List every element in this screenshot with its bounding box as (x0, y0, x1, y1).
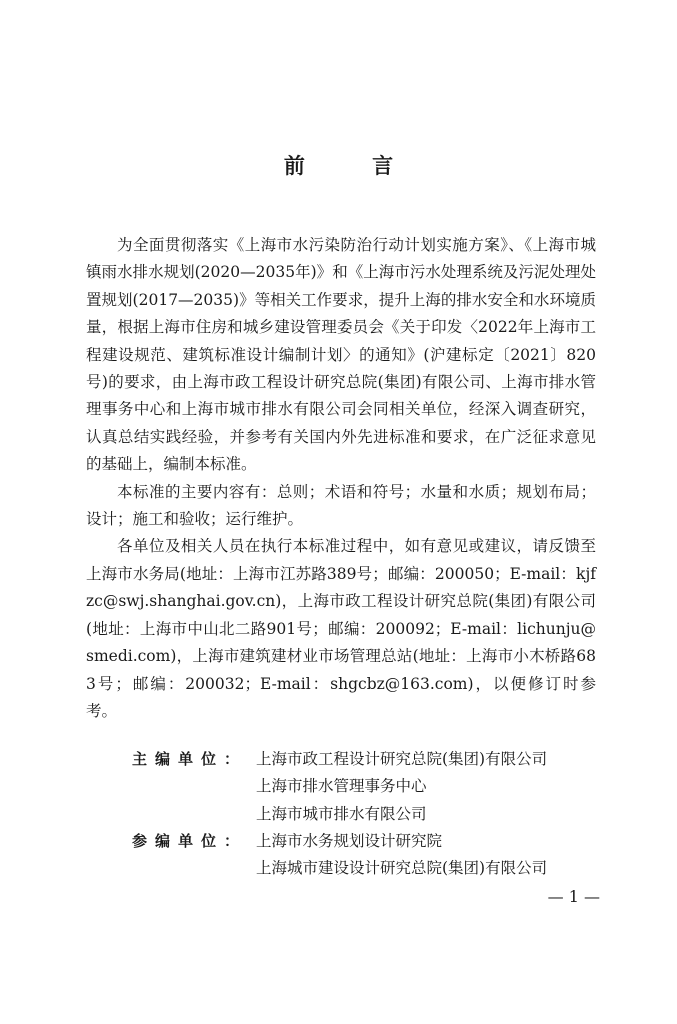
chief-unit-item: 上海市政工程设计研究总院(集团)有限公司 (256, 750, 548, 768)
label-colon: ： (224, 750, 240, 768)
paragraph-contents: 本标准的主要内容有：总则；术语和符号；水量和水质；规划布局；设计；施工和验收；运行维护。 (86, 482, 596, 529)
page-number: — 1 — (547, 887, 600, 906)
participating-unit-item: 上海市水务规划设计研究院 (256, 832, 443, 850)
document-body (86, 232, 596, 725)
participating-unit-item: 上海城市建设设计研究总院(集团)有限公司 (256, 859, 548, 878)
participating-units-row (86, 828, 606, 855)
chief-units-section (86, 746, 606, 828)
label-colon: ： (224, 832, 240, 850)
chief-units-label: 主编单位： (132, 750, 240, 768)
participating-units-label: 参编单位： (132, 832, 240, 850)
paragraph-feedback: 各单位及相关人员在执行本标准过程中，如有意见或建议，请反馈至上海市水务局(地址：上海市江苏路389号；邮编：200050；E-mail：kjfzc@swj.shanghai.gov.cn)，上海市政工程设计研究总院(集团)有限公司(地址：上海市中山北二路901号；邮编：200092；E-mail：lichunju@smedi.com)，上海市建筑建材业市场管理总站(地址：上海市小木桥路683号；邮编：200032；E-mail：shgcbz@163.com)，以便修订时参考。 (86, 537, 596, 720)
page-title: 前 言 (283, 154, 424, 178)
chief-unit-item: 上海市城市排水有限公司 (256, 804, 427, 823)
chief-unit-item: 上海市排水管理事务中心 (256, 777, 427, 796)
chief-units-row (86, 746, 606, 773)
paragraph-intro: 为全面贯彻落实《上海市水污染防治行动计划实施方案》、《上海市城镇雨水排水规划(2020—2035年)》和《上海市污水处理系统及污泥处理处置规划(2017—2035)》等相关工作要求，提升上海的排水安全和水环境质量，根据上海市住房和城乡建设管理委员会《关于印发〈2022年上海市工程建设规范、建筑标准设计编制计划〉的通知》(沪建标定〔2021〕820号)的要求，由上海市政工程设计研究总院(集团)有限公司、上海市排水管理事务中心和上海市城市排水有限公司会同相关单位，经深入调查研究，认真总结实践经验，并参考有关国内外先进标准和要求，在广泛征求意见的基础上，编制本标准。 (86, 236, 596, 474)
participating-units-section (86, 828, 606, 883)
